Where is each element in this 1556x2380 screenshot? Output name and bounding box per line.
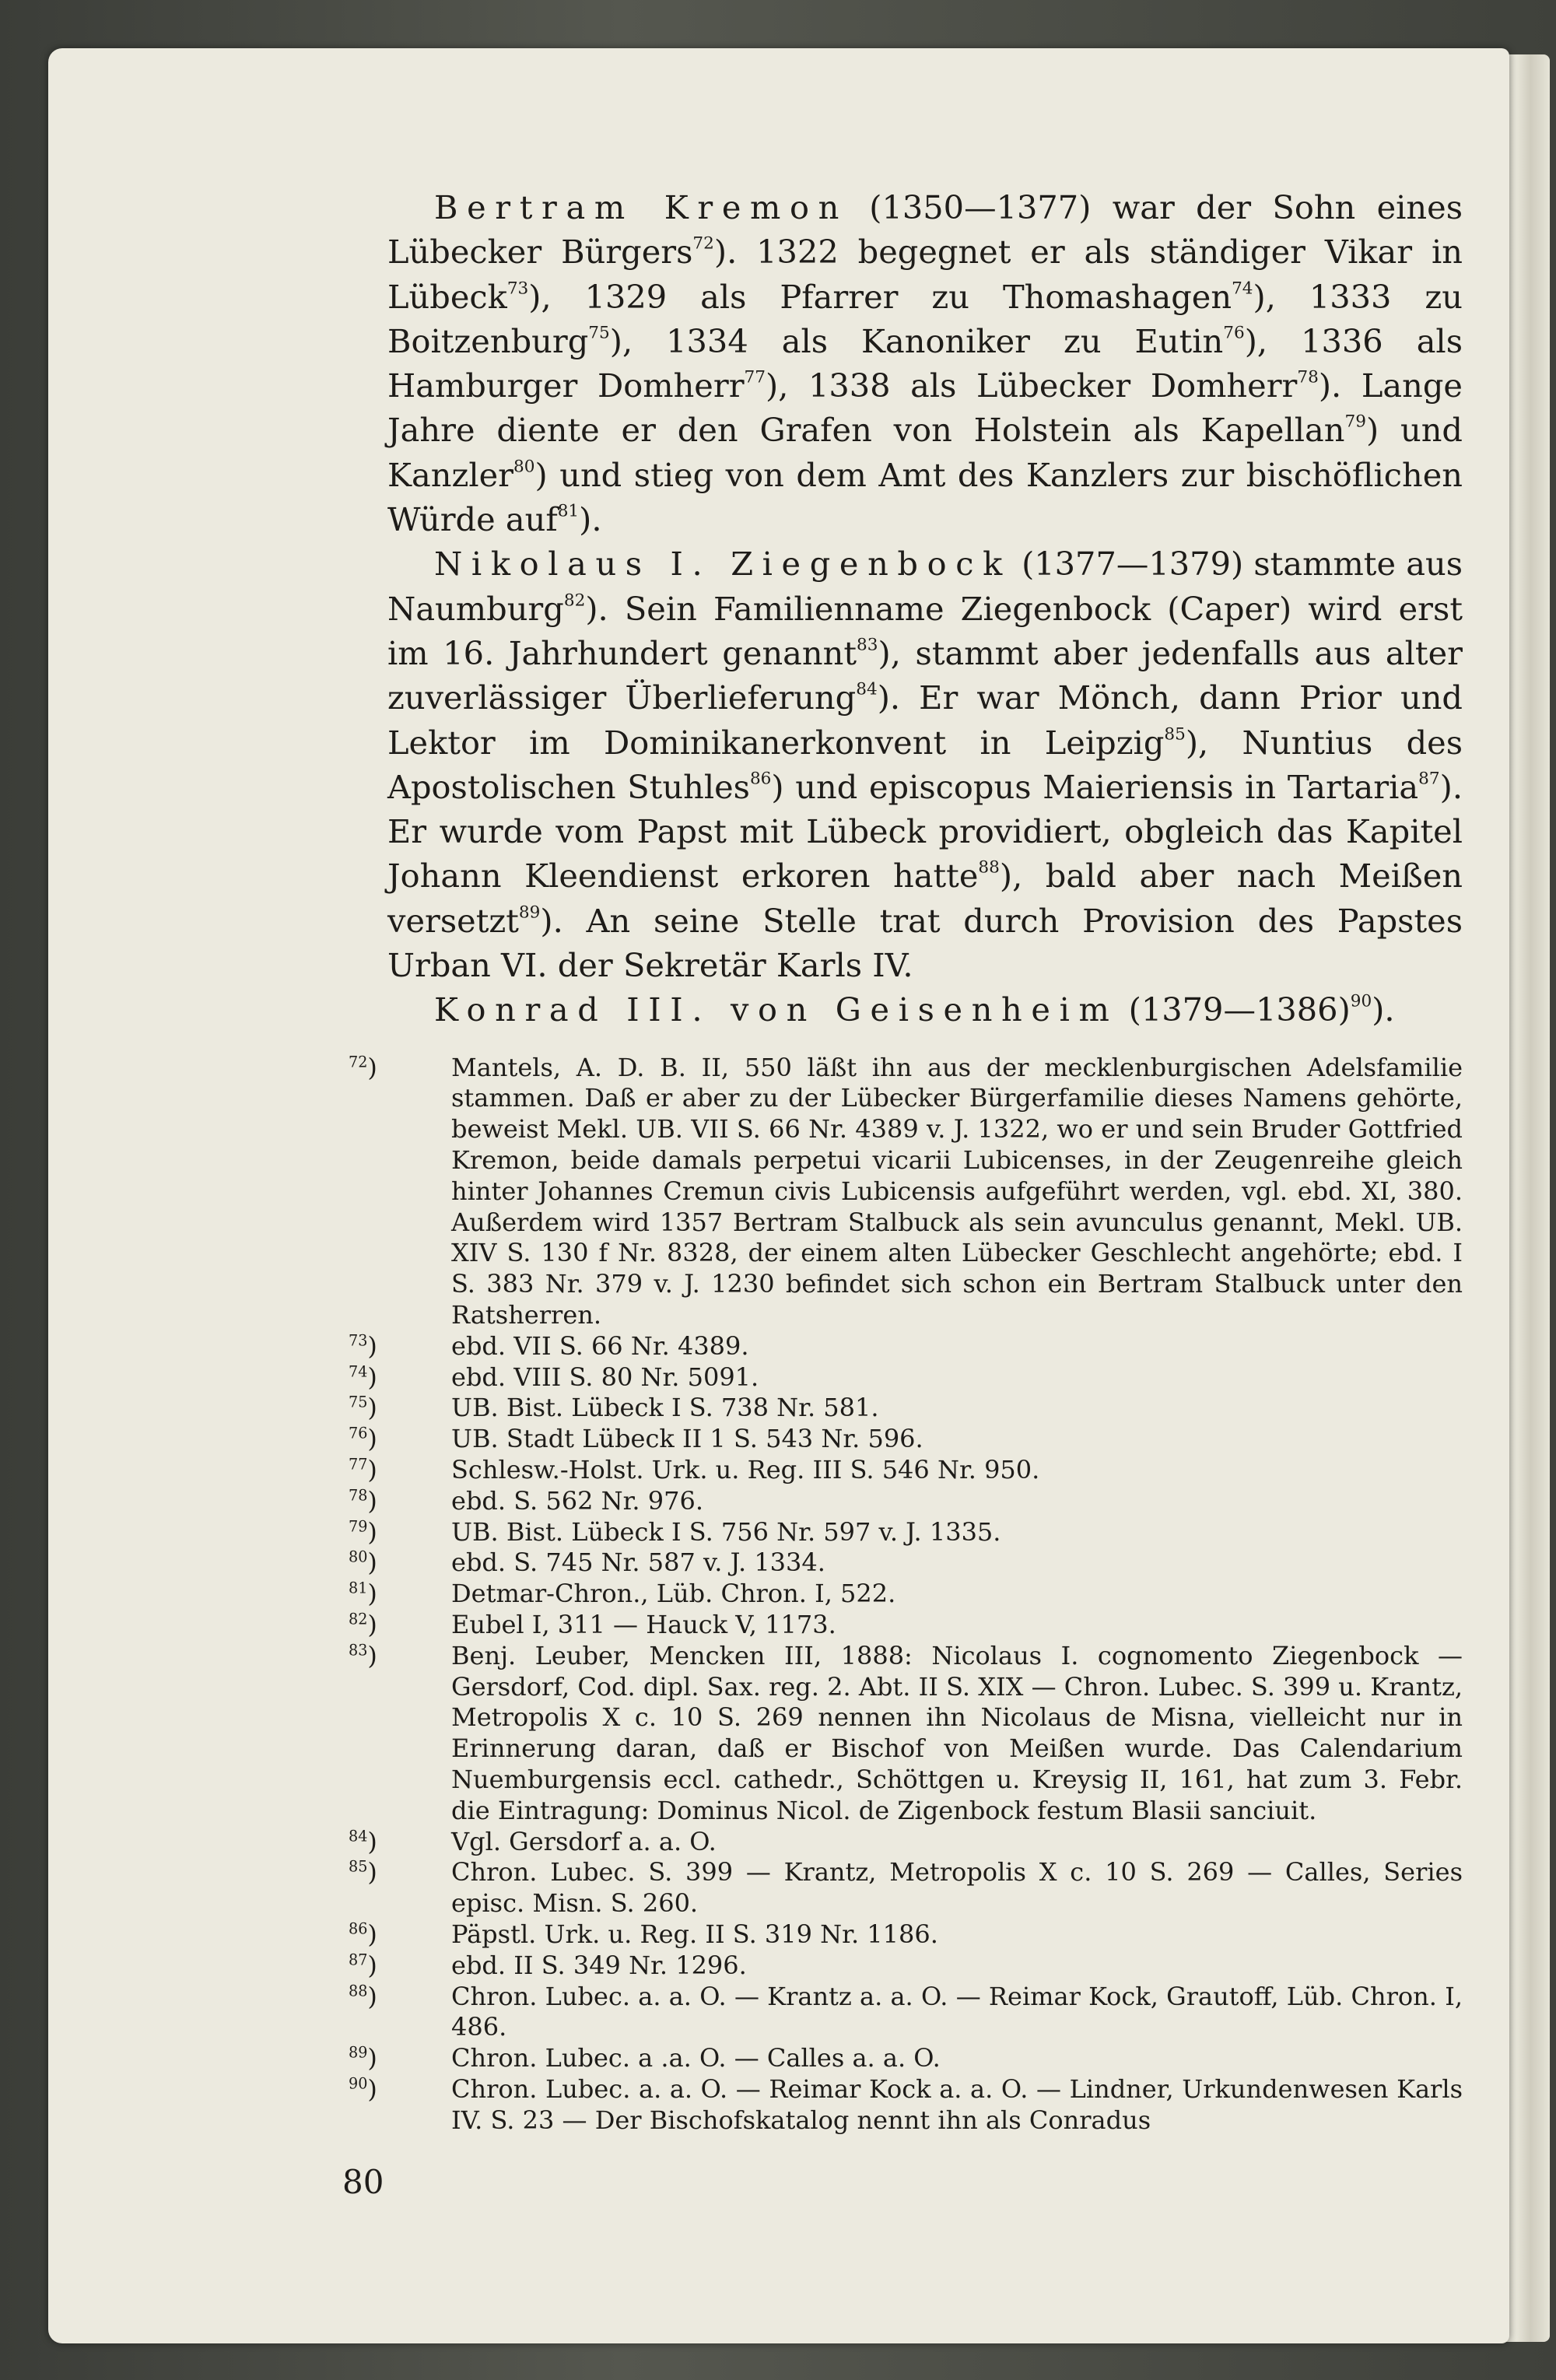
footnote — [349, 1826, 1463, 1858]
text-run: ). 1322 begegnet er als ständiger Vikar in Lübeck — [387, 233, 1463, 316]
footnote-ref[interactable]: 78 — [1297, 367, 1319, 387]
footnote-marker: $^{75}$) — [349, 1393, 377, 1423]
text-run: ). Er war Mönch, dann Prior und Lektor im Dominikanerkonvent in Leipzig — [387, 678, 1463, 762]
footnote-text: Chron. Lubec. a .a. O. — Calles a. a. O. — [451, 2043, 941, 2073]
footnote-ref[interactable]: 77 — [744, 367, 766, 387]
footnote — [349, 1362, 1463, 1393]
footnote-ref[interactable]: 89 — [518, 903, 541, 923]
footnote-ref[interactable]: 84 — [856, 679, 878, 699]
footnote — [349, 1579, 1463, 1610]
text-run: ), stammt aber jedenfalls aus alter zuverlässiger Überlieferung — [387, 633, 1463, 717]
footnote-ref[interactable]: 81 — [557, 501, 580, 521]
text-run: ) und episcopus Maieriensis in Tartaria — [771, 767, 1419, 806]
footnote-number: 74 — [349, 1362, 368, 1381]
footnote-text: UB. Bist. Lübeck I S. 738 Nr. 581. — [451, 1393, 879, 1423]
footnote — [349, 1609, 1463, 1641]
footnote-number: 82 — [349, 1610, 368, 1628]
page-number: 80 — [342, 2163, 384, 2201]
text-run: ), 1333 zu Boitzenburg — [387, 277, 1463, 360]
footnote-number: 79 — [349, 1517, 368, 1536]
footnote-ref[interactable]: 74 — [1232, 279, 1253, 299]
footnote-number: 80 — [349, 1548, 368, 1566]
footnote-text: ebd. VII S. 66 Nr. 4389. — [451, 1330, 749, 1361]
footnote-marker: $^{89}$) — [349, 2043, 377, 2073]
text-run: (1350—1377) war der Sohn eines Lübecker Bürgers — [387, 188, 1463, 272]
footnote-marker: $^{72}$) — [349, 1052, 377, 1082]
footnote-marker: $^{78}$) — [349, 1485, 377, 1516]
footnote-ref[interactable]: 79 — [1344, 412, 1366, 433]
footnote — [349, 1516, 1463, 1548]
text-run: (1377—1379) stammte aus Naumburg — [387, 545, 1463, 628]
footnote-number: 86 — [349, 1919, 368, 1938]
text-run: ). Lange Jahre diente er den Grafen von Holstein als Kapellan — [387, 366, 1463, 450]
text-run: ), 1334 als Kanoniker zu Eutin — [609, 321, 1224, 360]
text-run: ). Er wurde vom Papst mit Lübeck providiert, obgleich das Kapitel Johann Kleendienst erkoren hatte — [387, 767, 1463, 896]
text-run: ) und stieg von dem Amt des Kanzlers zur bischöflichen Würde auf — [387, 455, 1463, 539]
footnote-ref[interactable]: 80 — [513, 457, 535, 477]
footnote-ref[interactable]: 90 — [1350, 992, 1372, 1012]
footnote-marker: $^{85}$) — [349, 1857, 377, 1888]
footnote-text: ebd. S. 745 Nr. 587 v. J. 1334. — [451, 1548, 825, 1578]
footnote-text: ebd. II S. 349 Nr. 1296. — [451, 1950, 747, 1980]
footnotes — [349, 1052, 1463, 2136]
footnote — [349, 1330, 1463, 1362]
footnote — [349, 1857, 1463, 1919]
footnote-text: ebd. S. 562 Nr. 976. — [451, 1485, 703, 1516]
paragraph — [387, 542, 1463, 987]
text-run: ). Sein Familienname Ziegenbock (Caper) wird erst im 16. Jahrhundert genannt — [387, 589, 1463, 672]
text-run: (1379—1386) — [1118, 990, 1351, 1029]
bishop-name: Bertram Kremon — [434, 188, 848, 226]
text-run: ). — [579, 500, 602, 539]
footnote — [349, 2073, 1463, 2136]
footnote-text: Detmar-Chron., Lüb. Chron. I, 522. — [451, 1579, 896, 1609]
bishop-name: Konrad III. von Geisenheim — [434, 990, 1119, 1029]
body-text — [387, 185, 1463, 1032]
footnote-text: Schlesw.-Holst. Urk. u. Reg. III S. 546 Nr. 950. — [451, 1455, 1040, 1484]
footnote-number: 83 — [349, 1641, 368, 1660]
footnote-ref[interactable]: 83 — [857, 635, 878, 655]
footnote — [349, 1393, 1463, 1424]
footnote-number: 73 — [349, 1331, 368, 1350]
text-run: ) und Kanzler — [387, 411, 1463, 494]
footnote — [349, 1640, 1463, 1827]
footnote-marker: $^{74}$) — [349, 1362, 377, 1392]
footnote — [349, 1485, 1463, 1517]
footnote — [349, 1548, 1463, 1579]
footnote-marker: $^{80}$) — [349, 1548, 377, 1578]
footnote-ref[interactable]: 73 — [506, 279, 529, 299]
footnote-ref[interactable]: 88 — [978, 858, 1000, 878]
page-text — [349, 185, 1463, 2136]
paragraph — [387, 987, 1463, 1032]
footnote-marker: $^{86}$) — [349, 1919, 377, 1949]
footnote — [349, 1950, 1463, 1982]
footnote-number: 87 — [349, 1951, 368, 1969]
footnote-ref[interactable]: 82 — [563, 591, 586, 611]
footnote-text: Chron. Lubec. S. 399 — Krantz, Metropolis X c. 10 S. 269 — Calles, Series episc. Misn. S. 260. — [451, 1857, 1463, 1919]
text-run: ), 1338 als Lübecker Domherr — [766, 366, 1298, 405]
footnote-text: Mantels, A. D. B. II, 550 läßt ihn aus der mecklenburgischen Adelsfamilie stammen. Daß er aber zu der Lübecker Bürgerfamilie dieses Namens gehörte, beweist Mekl. UB. VII S. 66 Nr. 4389 v. J. 1322, wo er und sein Bruder Gottfried Kremon, beide damals perpetui vicarii Lubicenses, in der Zeugenreihe gleich hinter Johannes Cremun civis Lubicensis aufgeführt werden, vgl. ebd. XI, 380. Außerdem wird 1357 Bertram Stalbuck als sein avunculus genannt, Mekl. UB. XIV S. 130 f Nr. 8328, der einem alten Lübecker Geschlecht angehörte; ebd. I S. 383 Nr. 379 v. J. 1230 befindet sich schon ein Bertram Stalbuck unter den Ratsherren. — [451, 1052, 1463, 1330]
footnote-marker: $^{84}$) — [349, 1826, 377, 1856]
footnote-number: 78 — [349, 1486, 368, 1505]
footnote-number: 77 — [349, 1455, 368, 1474]
footnote-marker: $^{76}$) — [349, 1424, 377, 1454]
text-run: ), bald aber nach Meißen versetzt — [387, 857, 1463, 940]
bishop-name: Nikolaus I. Ziegenbock — [434, 545, 1011, 584]
footnote-text: Benj. Leuber, Mencken III, 1888: Nicolaus I. cognomento Ziegenbock — Gersdorf, Cod. dipl. Sax. reg. 2. Abt. II S. XIX — Chron. Lubec. S. 399 u. Krantz, Metropolis X c. 10 S. 269 nennen ihn Nicolaus de Misna, vielleicht nur in Erinnerung daran, daß er Bischof von Meißen wurde. Das Calendarium Nuemburgensis eccl. cathedr., Schöttgen u. Kreysig II, 161, hat zum 3. Febr. die Eintragung: Dominus Nicol. de Zigenbock festum Blasii sanciuit. — [451, 1640, 1463, 1825]
footnote-text: Chron. Lubec. a. a. O. — Krantz a. a. O. — Reimar Kock, Grautoff, Lüb. Chron. I, 486. — [451, 1981, 1463, 2042]
footnote-marker: $^{73}$) — [349, 1330, 377, 1361]
footnote — [349, 1455, 1463, 1486]
footnote-ref[interactable]: 72 — [692, 233, 714, 254]
footnote-marker: $^{90}$) — [349, 2073, 377, 2104]
footnote-number: 89 — [349, 2043, 368, 2062]
footnote-ref[interactable]: 75 — [588, 323, 610, 343]
footnote — [349, 2043, 1463, 2074]
footnote-marker: $^{83}$) — [349, 1640, 377, 1670]
footnote — [349, 1919, 1463, 1951]
text-run: ). An seine Stelle trat durch Provision des Papstes Urban VI. der Sekretär Karls IV. — [387, 901, 1463, 985]
footnote-ref[interactable]: 85 — [1164, 724, 1186, 745]
footnote-marker: $^{82}$) — [349, 1609, 377, 1639]
footnote — [349, 1424, 1463, 1455]
footnote-number: 72 — [349, 1053, 368, 1071]
footnote-marker: $^{81}$) — [349, 1579, 377, 1609]
footnote-number: 90 — [349, 2074, 368, 2093]
footnote-number: 76 — [349, 1424, 368, 1442]
footnote-ref[interactable]: 86 — [749, 769, 772, 789]
footnote-text: UB. Bist. Lübeck I S. 756 Nr. 597 v. J. 1335. — [451, 1516, 1001, 1547]
text-run: ), 1336 als Hamburger Domherr — [387, 321, 1463, 405]
footnote-ref[interactable]: 87 — [1418, 769, 1440, 789]
footnote-text: Chron. Lubec. a. a. O. — Reimar Kock a. a. O. — Lindner, Urkundenwesen Karls IV. S. 23 — Der Bischofskatalog nennt ihn als Conradus — [451, 2073, 1463, 2135]
footnote-text: Eubel I, 311 — Hauck V, 1173. — [451, 1609, 836, 1639]
footnote-number: 81 — [349, 1579, 368, 1597]
footnote-number: 85 — [349, 1857, 368, 1876]
footnote-text: Vgl. Gersdorf a. a. O. — [451, 1826, 717, 1856]
text-run: ), 1329 als Pfarrer zu Thomashagen — [528, 277, 1232, 316]
footnote — [349, 1981, 1463, 2044]
footnote — [349, 1052, 1463, 1331]
footnote-ref[interactable]: 76 — [1223, 323, 1245, 343]
footnote-text: Päpstl. Urk. u. Reg. II S. 319 Nr. 1186. — [451, 1919, 938, 1949]
footnote-marker: $^{77}$) — [349, 1455, 377, 1484]
footnote-marker: $^{88}$) — [349, 1981, 377, 2011]
footnote-text: ebd. VIII S. 80 Nr. 5091. — [451, 1362, 759, 1392]
footnote-marker: $^{79}$) — [349, 1516, 377, 1547]
footnote-number: 75 — [349, 1393, 368, 1411]
footnote-number: 84 — [349, 1827, 368, 1845]
footnote-marker: $^{87}$) — [349, 1950, 377, 1980]
text-run: ), Nuntius des Apostolischen Stuhles — [387, 723, 1463, 806]
footnote-number: 88 — [349, 1982, 368, 2000]
footnote-text: UB. Stadt Lübeck II 1 S. 543 Nr. 596. — [451, 1424, 923, 1454]
paragraph — [387, 185, 1463, 542]
text-run: ). — [1372, 990, 1395, 1029]
